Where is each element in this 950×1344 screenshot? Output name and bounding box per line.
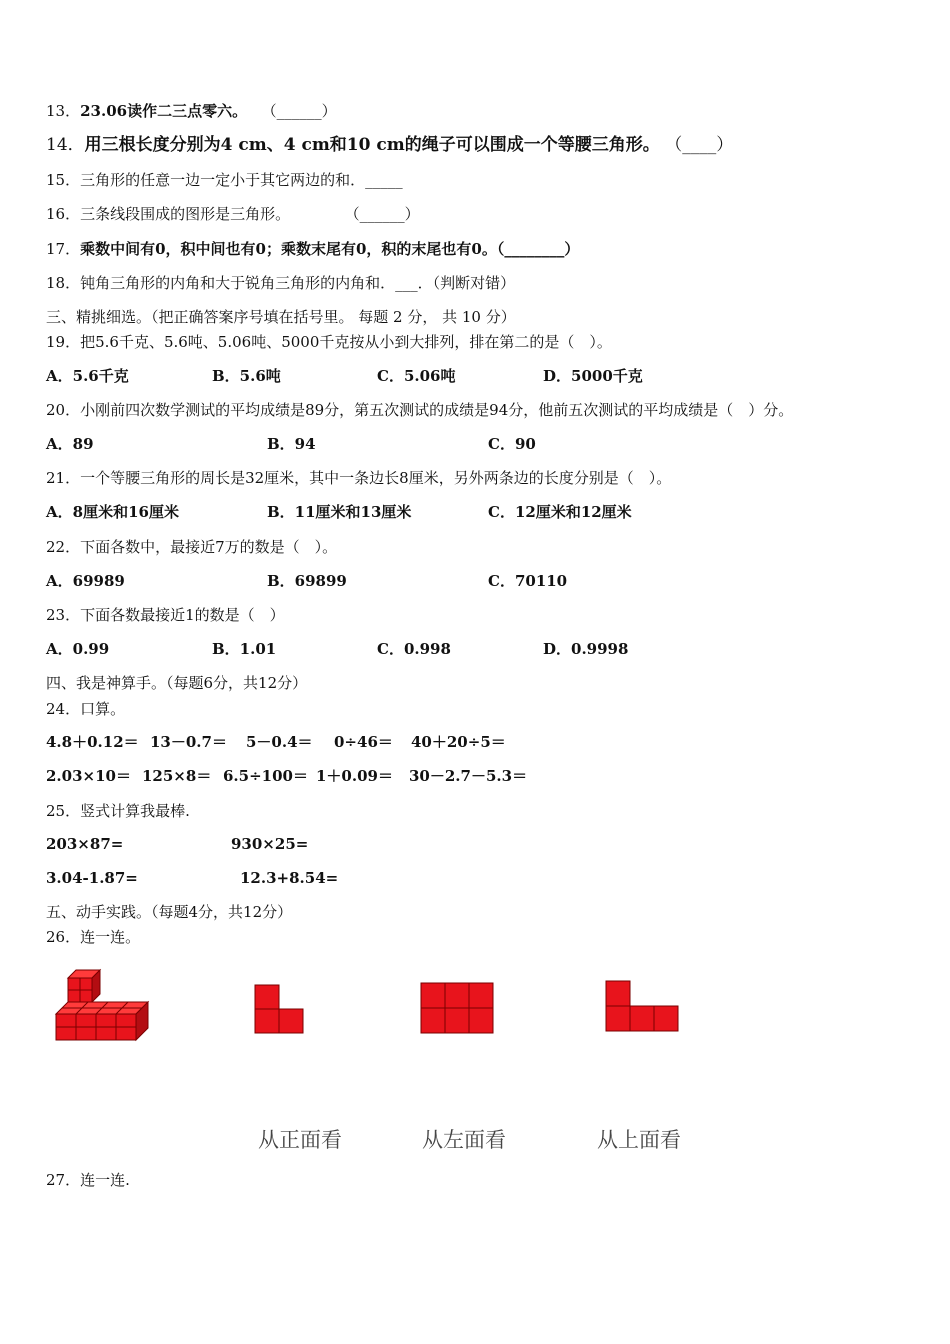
- section-5-title: 五、动手实践。（每题4分，共12分）: [46, 903, 293, 921]
- q15-text: 三角形的任意一边一定小于其它两边的和．_____: [80, 171, 403, 189]
- q24-item: 1＋0.09＝: [316, 767, 393, 785]
- question-24-stem: 24．口算。: [46, 700, 126, 718]
- question-14: [46, 135, 733, 155]
- q24-item: 5－0.4＝: [246, 733, 313, 751]
- q19-option-c: C．5.06吨: [377, 367, 456, 385]
- q23-option-b: B．1.01: [212, 640, 277, 658]
- q25-item: 12.3+8.54=: [240, 869, 339, 887]
- q25-item: 930×25=: [231, 835, 309, 853]
- q14-number: 14．: [46, 135, 85, 155]
- q24-item: 40＋20÷5＝: [411, 733, 506, 751]
- question-17: [46, 239, 579, 259]
- q14-blank: （____）: [673, 135, 734, 155]
- question-13: [46, 101, 337, 121]
- q23-option-c: C．0.998: [377, 640, 451, 658]
- q24-item: 6.5÷100＝: [223, 767, 308, 785]
- q16-text: 三条线段围成的图形是三角形。: [80, 205, 291, 223]
- question-18: [46, 273, 515, 293]
- q16-number: 16．: [46, 205, 81, 223]
- q24-item: 2.03×10＝: [46, 767, 131, 785]
- q19-option-a: A．5.6千克: [46, 367, 129, 385]
- q20-option-a: A．89: [46, 435, 94, 453]
- q17-number: 17．: [46, 240, 81, 258]
- caption-front-view: 从正面看: [258, 1128, 342, 1152]
- q13-number: 13．: [46, 102, 81, 120]
- view-shape-long-l: [605, 980, 681, 1032]
- q19-option-b: B．5.6吨: [212, 367, 281, 385]
- view-shape-rectangle: [420, 982, 495, 1034]
- question-15: [46, 170, 403, 190]
- q18-number: 18．: [46, 274, 81, 292]
- q20-option-c: C．90: [488, 435, 536, 453]
- q15-number: 15．: [46, 171, 81, 189]
- caption-left-view: 从左面看: [422, 1128, 506, 1152]
- question-19-stem: 19．把5.6千克、5.6吨、5.06吨、5000千克按从小到大排列，排在第二的是（ ）。: [46, 333, 612, 351]
- cube-stack-figure: [52, 968, 150, 1042]
- q23-option-a: A．0.99: [46, 640, 110, 658]
- question-22-stem: 22．下面各数中，最接近7万的数是（ ）。: [46, 538, 338, 556]
- q18-text: 钝角三角形的内角和大于锐角三角形的内角和．___．（判断对错）: [80, 274, 516, 292]
- question-21-stem: 21．一个等腰三角形的周长是32厘米，其中一条边长8厘米，另外两条边的长度分别是（ ）。: [46, 469, 672, 487]
- q17-text: 乘数中间有0，积中间也有0；乘数末尾有0，积的末尾也有0。（________）: [80, 240, 580, 258]
- q21-option-b: B．11厘米和13厘米: [267, 503, 412, 521]
- caption-top-view: 从上面看: [597, 1128, 681, 1152]
- view-shape-l: [254, 984, 306, 1034]
- q24-item: 4.8＋0.12＝: [46, 733, 139, 751]
- q14-text: 用三根长度分别为4 cm、4 cm和10 cm的绳子可以围成一个等腰三角形。: [84, 135, 660, 155]
- q13-blank: （______）: [269, 102, 337, 120]
- q24-item: 0÷46＝: [334, 733, 393, 751]
- question-16: [46, 204, 420, 224]
- q24-item: 13－0.7＝: [150, 733, 227, 751]
- question-23-stem: 23．下面各数最接近1的数是（ ）: [46, 606, 285, 624]
- section-4-title: 四、我是神算手。（每题6分，共12分）: [46, 674, 308, 692]
- question-27-stem: 27．连一连.: [46, 1171, 130, 1189]
- question-25-stem: 25．竖式计算我最棒.: [46, 802, 190, 820]
- q24-item: 30－2.7－5.3＝: [409, 767, 528, 785]
- q22-option-b: B．69899: [267, 572, 347, 590]
- q21-option-c: C．12厘米和12厘米: [488, 503, 632, 521]
- q25-item: 3.04-1.87=: [46, 869, 138, 887]
- q22-option-c: C．70110: [488, 572, 568, 590]
- q21-option-a: A．8厘米和16厘米: [46, 503, 179, 521]
- question-20-stem: 20．小刚前四次数学测试的平均成绩是89分，第五次测试的成绩是94分，他前五次测试的平均成绩是（ ）分。: [46, 401, 794, 419]
- question-26-stem: 26．连一连。: [46, 928, 141, 946]
- q13-text: 23.06读作二三点零六。: [80, 102, 248, 120]
- q25-item: 203×87=: [46, 835, 124, 853]
- q16-blank: （______）: [352, 205, 420, 223]
- q24-item: 125×8＝: [142, 767, 212, 785]
- q23-option-d: D．0.9998: [543, 640, 629, 658]
- section-3-title: 三、精挑细选。（把正确答案序号填在括号里。 每题 2 分， 共 10 分）: [46, 308, 516, 326]
- q19-option-d: D．5000千克: [543, 367, 643, 385]
- q20-option-b: B．94: [267, 435, 316, 453]
- q22-option-a: A．69989: [46, 572, 125, 590]
